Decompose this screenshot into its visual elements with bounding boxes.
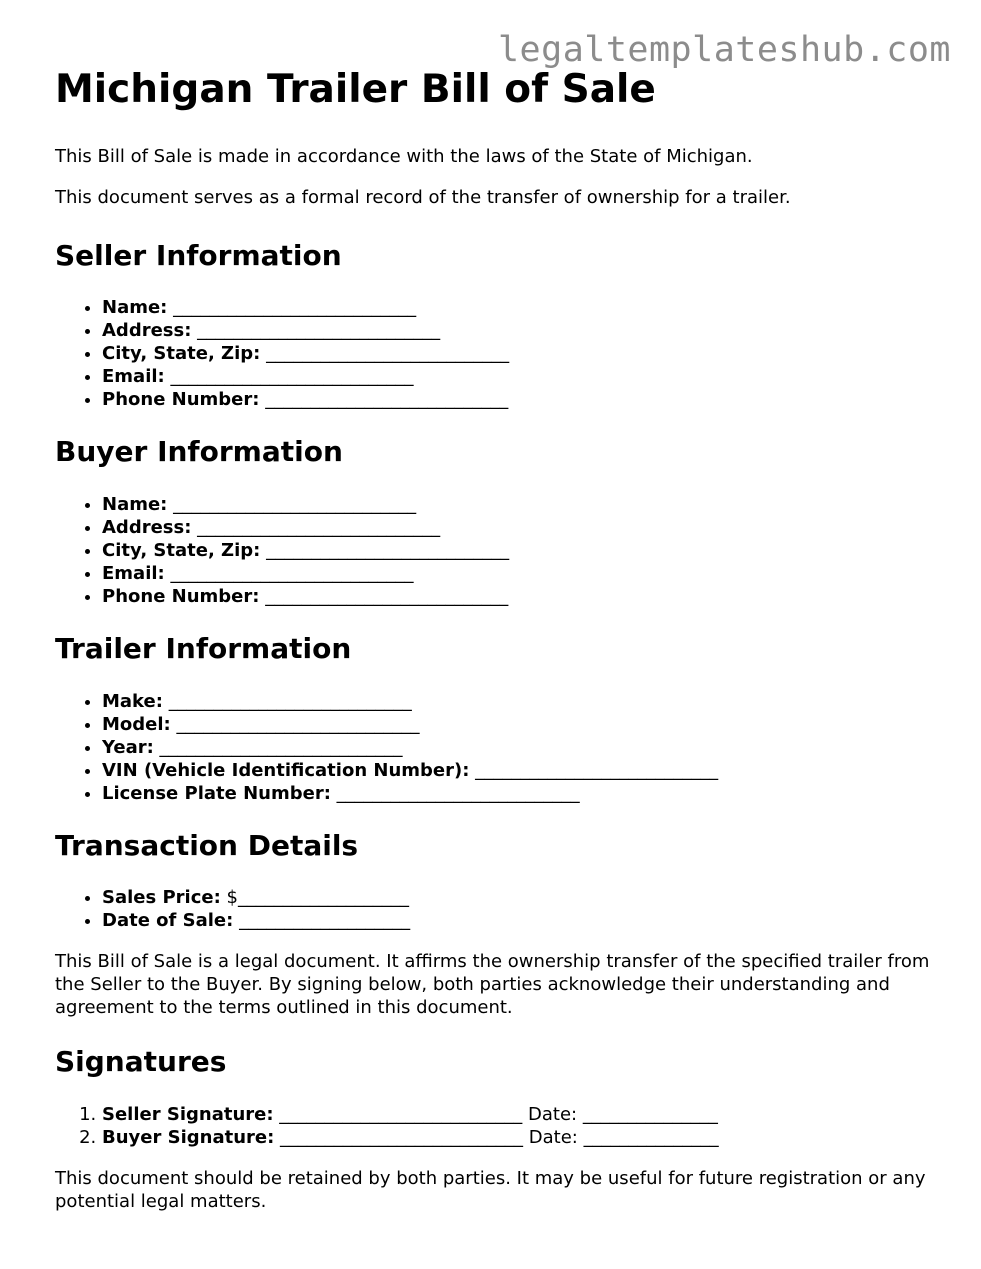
field-label: Year: — [102, 736, 154, 758]
field-blank: ___________________________ — [280, 1126, 524, 1148]
trailer-model-field — [102, 713, 935, 736]
intro-paragraph-2: This document serves as a formal record of the transfer of ownership for a trailer. — [55, 186, 791, 208]
trailer-year-field — [102, 736, 935, 759]
seller-name-field — [102, 296, 935, 319]
field-blank: ___________________________ — [265, 585, 509, 607]
seller-signature-line — [102, 1103, 935, 1126]
field-label: Seller Signature: — [102, 1103, 274, 1125]
field-blank: ___________________________ — [197, 516, 441, 538]
seller-city-state-zip-field — [102, 342, 935, 365]
field-blank: ___________________________ — [176, 713, 420, 735]
buyer-fields-list — [55, 493, 935, 608]
trailer-vin-field — [102, 759, 935, 782]
date-of-sale-field — [102, 909, 935, 932]
watermark: legaltemplateshub.com — [497, 30, 951, 70]
page-title: Michigan Trailer Bill of Sale — [55, 67, 656, 112]
field-blank: ___________________________ — [266, 343, 510, 365]
seller-email-field — [102, 365, 935, 388]
transaction-heading: Transaction Details — [55, 828, 359, 862]
field-label: Date of Sale: — [102, 910, 234, 932]
trailer-license-plate-field — [102, 782, 935, 805]
field-blank: ___________________________ — [170, 366, 414, 388]
signatures-heading: Signatures — [55, 1045, 227, 1079]
field-label: Buyer Signature: — [102, 1126, 275, 1148]
field-label: Make: — [102, 690, 163, 712]
field-blank: ___________________________ — [159, 736, 403, 758]
seller-address-field — [102, 319, 935, 342]
field-blank: ___________________________ — [168, 690, 412, 712]
field-blank: ___________________________ — [336, 782, 580, 804]
field-label: Email: — [102, 562, 165, 584]
field-label: Phone Number: — [102, 585, 260, 607]
buyer-signature-line — [102, 1126, 935, 1149]
seller-fields-list — [55, 296, 935, 411]
intro-paragraph-1: This Bill of Sale is made in accordance with the laws of the State of Michigan. — [55, 145, 753, 167]
field-label: License Plate Number: — [102, 782, 331, 804]
field-blank: ___________________________ — [265, 389, 509, 411]
field-label: Address: — [102, 320, 192, 342]
seller-heading: Seller Information — [55, 238, 342, 272]
field-label: Email: — [102, 366, 165, 388]
field-blank: ___________________________ — [279, 1103, 523, 1125]
date-blank: _______________ — [583, 1126, 719, 1148]
field-blank: $___________________ — [226, 887, 409, 909]
field-blank: ___________________________ — [266, 539, 510, 561]
buyer-phone-field — [102, 585, 935, 608]
seller-phone-field — [102, 388, 935, 411]
trailer-fields-list — [55, 690, 935, 805]
field-label: Model: — [102, 713, 171, 735]
field-label: Phone Number: — [102, 389, 260, 411]
field-blank: ___________________________ — [197, 320, 441, 342]
buyer-name-field — [102, 493, 935, 516]
buyer-heading: Buyer Information — [55, 435, 343, 469]
field-blank: ___________________________ — [475, 759, 719, 781]
buyer-email-field — [102, 562, 935, 585]
legal-note-paragraph: This Bill of Sale is a legal document. It affirms the ownership transfer of the specified trailer from the Seller to the Buyer. By signing below, both parties acknowledge their understanding and agreement to the terms outlined in this document. — [55, 951, 930, 1019]
buyer-city-state-zip-field — [102, 539, 935, 562]
field-blank: ___________________________ — [173, 493, 417, 515]
date-label: Date: — [528, 1103, 578, 1125]
field-blank: ___________________ — [239, 910, 411, 932]
field-blank: ___________________________ — [170, 562, 414, 584]
signatures-list — [55, 1103, 935, 1149]
trailer-heading: Trailer Information — [55, 631, 352, 665]
transaction-fields-list — [55, 886, 935, 932]
sales-price-field — [102, 886, 935, 909]
document-page — [55, 66, 935, 1231]
field-label: Address: — [102, 516, 192, 538]
field-label: City, State, Zip: — [102, 343, 261, 365]
field-blank: ___________________________ — [173, 297, 417, 319]
date-blank: _______________ — [582, 1103, 718, 1125]
field-label: Name: — [102, 493, 168, 515]
buyer-address-field — [102, 516, 935, 539]
trailer-make-field — [102, 690, 935, 713]
field-label: Name: — [102, 297, 168, 319]
field-label: Sales Price: — [102, 887, 221, 909]
date-label: Date: — [528, 1126, 578, 1148]
field-label: City, State, Zip: — [102, 539, 261, 561]
closing-paragraph: This document should be retained by both parties. It may be useful for future registration or any potential legal matters. — [55, 1167, 926, 1212]
field-label: VIN (Vehicle Identification Number): — [102, 759, 470, 781]
